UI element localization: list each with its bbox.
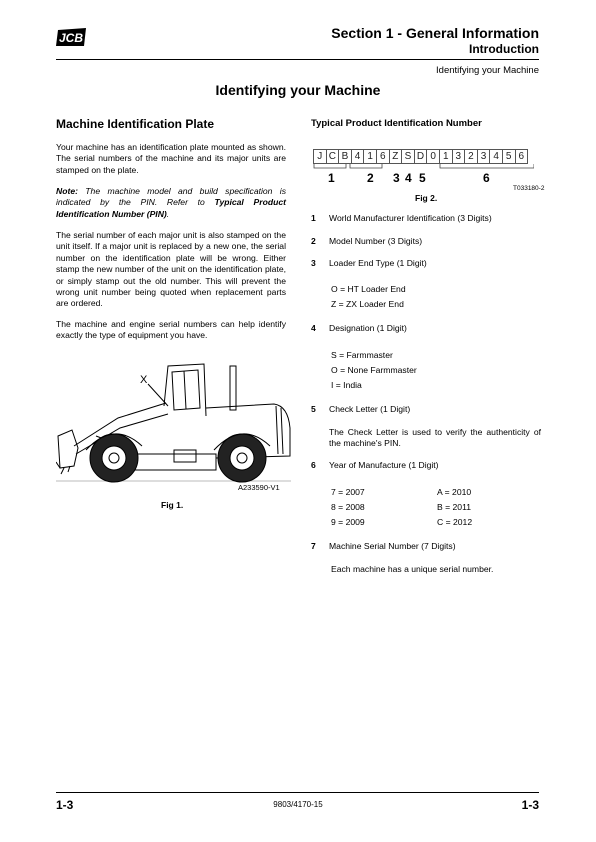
pin-char: 5 [502, 149, 516, 164]
pin-char: 6 [515, 149, 529, 164]
year-code: 8 = 2008 [331, 502, 365, 512]
intro-paragraph: Your machine has an identification plate mounted as shown. The serial numbers of the machine and its major units are stamped on the plate. [56, 142, 286, 175]
check-letter-description: The Check Letter is used to verify the authenticity of the machine's PIN. [329, 427, 541, 449]
pin-char: C [326, 149, 340, 164]
year-code: A = 2010 [437, 487, 472, 497]
pin-char: 4 [489, 149, 503, 164]
item-number: 3 [311, 258, 316, 268]
item-number: 4 [311, 323, 316, 333]
item-text: Designation (1 Digit) [329, 323, 407, 333]
item-text: Machine Serial Number (7 Digits) [329, 541, 456, 551]
note-paragraph: Note: The machine model and build specification is indicated by the PIN. Refer to Typical Product Identification Number (PIN). [56, 186, 286, 219]
item-number: 2 [311, 236, 316, 246]
pin-char: 6 [376, 149, 390, 164]
page-number-right: 1-3 [521, 798, 539, 812]
pin-char: 4 [351, 149, 365, 164]
serial-paragraph: The machine and engine serial numbers can help identify exactly the type of equipment you have. [56, 319, 286, 341]
designation-option: I = India [331, 380, 362, 390]
pin-group-label: 5 [419, 171, 426, 185]
pin-char: J [313, 149, 327, 164]
plate-marker: X [140, 374, 148, 386]
major-units-paragraph: The serial number of each major unit is also stamped on the unit itself. If a major unit is replaced by a new one, the serial number on the identification plate will be wrong. Either stamp the new number of the unit on the identification plate, or simply stamp out the old number. This will prevent the wrong unit number being quoted when replacement parts are ordered. [56, 230, 286, 309]
fig1-ref: A233590-V1 [238, 483, 280, 492]
loader-option: O = HT Loader End [331, 284, 406, 294]
page-number-left: 1-3 [56, 798, 74, 812]
fig1-caption: Fig 1. [161, 500, 184, 510]
page-title: Identifying your Machine [215, 82, 381, 98]
item-text: World Manufacturer Identification (3 Digits) [329, 213, 492, 223]
year-code: C = 2012 [437, 517, 473, 527]
pin-heading: Typical Product Identification Number [311, 118, 482, 129]
year-code: B = 2011 [437, 502, 472, 512]
pin-char: Z [389, 149, 403, 164]
pin-char: 3 [477, 149, 491, 164]
item-text: Check Letter (1 Digit) [329, 404, 411, 414]
designation-option: S = Farmmaster [331, 350, 393, 360]
fig2-caption: Fig 2. [415, 193, 438, 203]
designation-option: O = None Farmmaster [331, 365, 417, 375]
pin-char: 1 [363, 149, 377, 164]
note-text: The machine model and build specification is indicated by the PIN. Refer to [56, 186, 286, 208]
pin-char: 1 [439, 149, 453, 164]
document-code: 9803/4170-15 [273, 800, 323, 809]
item-number: 7 [311, 541, 316, 551]
item-text: Year of Manufacture (1 Digit) [329, 460, 439, 470]
jcb-logo [56, 26, 86, 48]
year-code: 9 = 2009 [331, 517, 365, 527]
item-number: 5 [311, 404, 316, 414]
plate-heading: Machine Identification Plate [56, 117, 215, 131]
breadcrumb: Identifying your Machine [436, 65, 539, 76]
item-text: Model Number (3 Digits) [329, 236, 423, 246]
footer-divider [56, 792, 539, 793]
section-subtitle: Introduction [469, 42, 539, 56]
loader-option: Z = ZX Loader End [331, 299, 404, 309]
pin-char: B [338, 149, 352, 164]
pin-group-label: 6 [483, 171, 490, 185]
note-link: Typical Product Identification Number (PIN) [56, 197, 286, 219]
fig2-ref: T033180-2 [513, 185, 545, 192]
pin-group-label: 1 [328, 171, 335, 185]
serial-description: Each machine has a unique serial number. [331, 564, 494, 574]
note-label: Note: [56, 186, 78, 196]
pin-group-label: 4 [405, 171, 412, 185]
pin-char: 0 [426, 149, 440, 164]
item-text: Loader End Type (1 Digit) [329, 258, 427, 268]
year-code: 7 = 2007 [331, 487, 365, 497]
pin-group-label: 3 [393, 171, 400, 185]
section-title: Section 1 - General Information [331, 25, 539, 41]
item-number: 6 [311, 460, 316, 470]
pin-char: 2 [464, 149, 478, 164]
item-number: 1 [311, 213, 316, 223]
pin-char: D [414, 149, 428, 164]
pin-char: 3 [452, 149, 466, 164]
pin-char: S [401, 149, 415, 164]
pin-group-label: 2 [367, 171, 374, 185]
logo-text: JCB [58, 31, 84, 45]
header-divider [56, 59, 539, 60]
loader-illustration [56, 358, 296, 488]
